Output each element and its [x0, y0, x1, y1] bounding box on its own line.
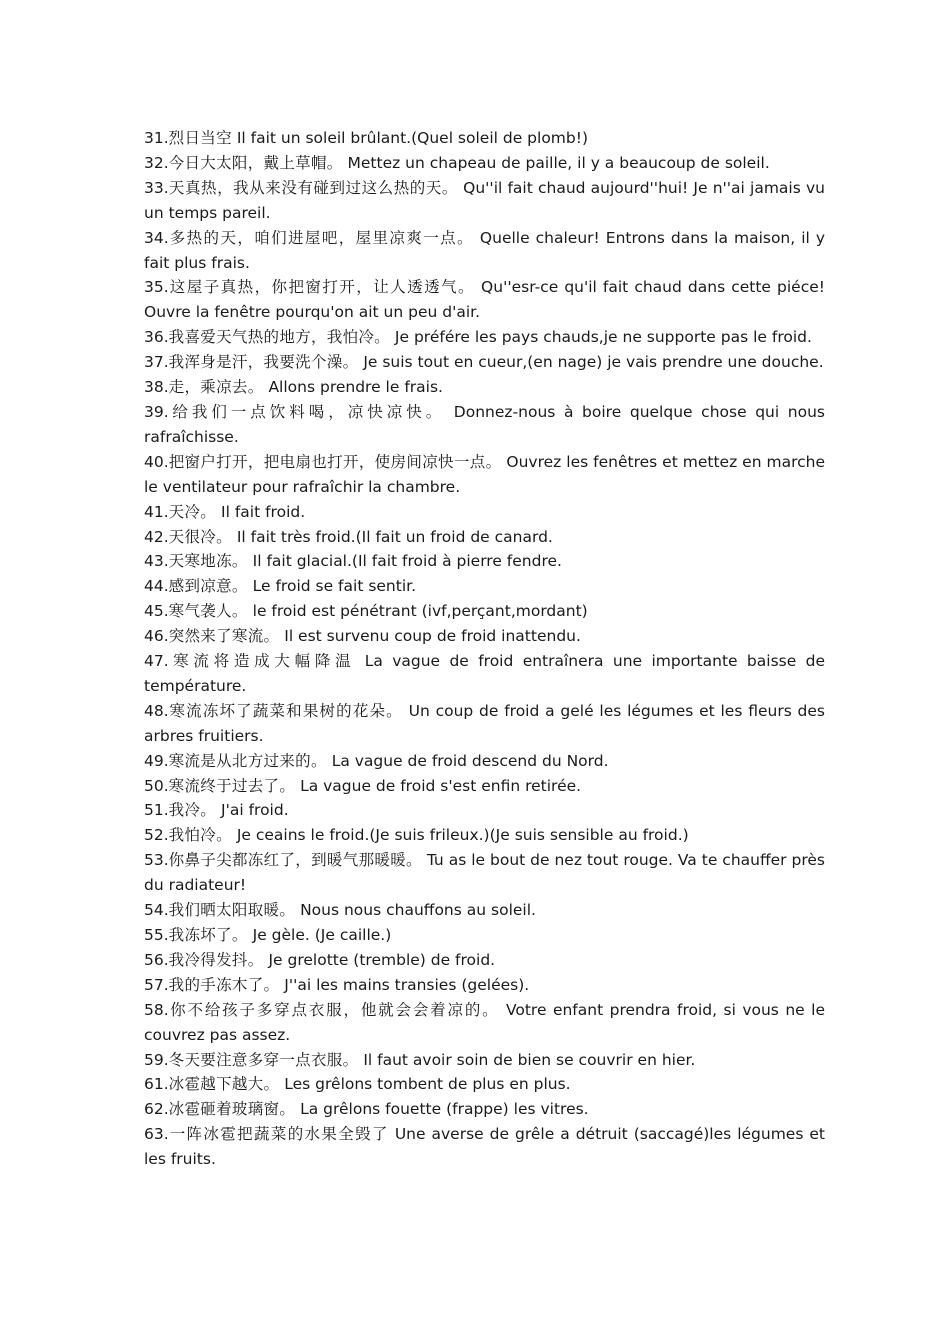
entry-chinese: 我浑身是汗，我要洗个澡。 [168, 353, 359, 372]
entry-french: Je gèle. (Je caille.) [247, 926, 392, 944]
entry-number: 51. [144, 801, 169, 820]
entry-63 [144, 1122, 825, 1172]
entry-43 [144, 549, 825, 574]
entry-number: 47. [144, 652, 169, 671]
entry-number: 37. [144, 353, 169, 372]
entry-chinese: 寒流将造成大幅降温 [168, 652, 356, 671]
entry-32 [144, 151, 825, 176]
entry-number: 54. [144, 901, 169, 920]
entry-french: Mettez un chapeau de paille, il y a beaucoup de soleil. [342, 153, 770, 172]
entry-35 [144, 275, 825, 325]
entry-french: La grêlons fouette (frappe) les vitres. [295, 1100, 589, 1119]
entry-chinese: 你鼻子尖都冻红了，到暖气那暖暖。 [168, 851, 422, 870]
entry-chinese: 给我们一点饮料喝，凉快凉快。 [168, 402, 446, 421]
entry-number: 50. [144, 776, 169, 795]
entry-36 [144, 325, 825, 350]
entry-chinese: 天真热，我从来没有碰到过这么热的天。 [168, 178, 458, 197]
entry-chinese: 今日大太阳，戴上草帽。 [168, 153, 343, 172]
entry-56 [144, 948, 825, 973]
entry-chinese: 我们晒太阳取暖。 [168, 901, 296, 920]
entry-33 [144, 176, 825, 226]
entry-chinese: 冬天要注意多穿一点衣服。 [168, 1050, 359, 1069]
entry-chinese: 把窗户打开，把电扇也打开，使房间凉快一点。 [168, 452, 502, 471]
entry-chinese: 天寒地冻。 [168, 552, 248, 571]
entry-french: La vague de froid s'est enfin retirée. [295, 776, 582, 795]
entry-chinese: 我冻坏了。 [168, 926, 248, 944]
entry-42 [144, 525, 825, 550]
entry-number: 36. [144, 328, 169, 347]
entry-55 [144, 923, 825, 948]
entry-number: 35. [144, 278, 169, 297]
entry-number: 49. [144, 751, 169, 770]
entry-chinese: 你不给孩子多穿点衣服，他就会会着凉的。 [168, 1000, 500, 1019]
entry-french: le froid est pénétrant (ivf,perçant,mordant) [247, 602, 588, 621]
entry-chinese: 我冷。 [168, 801, 217, 820]
entry-61 [144, 1072, 825, 1097]
entry-57 [144, 973, 825, 998]
entry-number: 43. [144, 552, 169, 571]
entry-french: Qu''il fait chaud aujourd''hui! Je n''ai jamais vu un temps pareil. [144, 178, 825, 222]
entry-chinese: 寒气袭人。 [168, 602, 248, 621]
entry-chinese: 我冷得发抖。 [168, 950, 264, 969]
entry-chinese: 这屋子真热，你把窗打开，让人透透气。 [168, 278, 475, 297]
entry-37 [144, 350, 825, 375]
entry-41 [144, 500, 825, 525]
entry-french: Nous nous chauffons au soleil. [295, 901, 536, 920]
entry-58 [144, 998, 825, 1048]
entry-chinese: 感到凉意。 [168, 577, 248, 596]
entry-chinese: 多热的天，咱们进屋吧，屋里凉爽一点。 [168, 228, 474, 247]
entry-chinese: 我喜爱天气热的地方，我怕冷。 [168, 328, 390, 347]
entry-51 [144, 798, 825, 823]
entry-47 [144, 649, 825, 699]
entry-40 [144, 450, 825, 500]
entry-chinese: 走，乘凉去。 [168, 378, 264, 397]
entry-chinese: 寒流冻坏了蔬菜和果树的花朵。 [168, 701, 403, 720]
entry-number: 31. [144, 129, 169, 147]
entry-34 [144, 226, 825, 276]
entry-44 [144, 574, 825, 599]
entry-46 [144, 624, 825, 649]
entry-number: 63. [144, 1125, 169, 1144]
entry-french: Allons prendre le frais. [263, 378, 443, 397]
entry-number: 38. [144, 378, 169, 397]
entry-number: 48. [144, 701, 169, 720]
entry-french: Le froid se fait sentir. [247, 577, 417, 596]
entry-59 [144, 1048, 825, 1073]
entry-french: Un coup de froid a gelé les légumes et les fleurs des arbres fruitiers. [144, 701, 825, 745]
entry-chinese: 我怕冷。 [168, 826, 232, 845]
entry-chinese: 冰雹越下越大。 [168, 1075, 280, 1094]
entry-number: 58. [144, 1000, 169, 1019]
entry-french: Les grêlons tombent de plus en plus. [279, 1075, 571, 1094]
entry-number: 33. [144, 178, 169, 197]
entry-chinese: 我的手冻木了。 [168, 975, 280, 994]
entry-french: Tu as le bout de nez tout rouge. Va te chauffer près du radiateur! [144, 851, 825, 895]
entry-french: Il fait très froid.(Il fait un froid de canard. [231, 527, 553, 546]
entry-54 [144, 898, 825, 923]
entry-number: 57. [144, 975, 169, 994]
entry-number: 61. [144, 1075, 169, 1094]
entry-number: 46. [144, 627, 169, 646]
entry-french: Une averse de grêle a détruit (saccagé)les légumes et les fruits. [144, 1125, 825, 1169]
entry-french: Je grelotte (tremble) de froid. [263, 950, 496, 969]
entry-number: 59. [144, 1050, 169, 1069]
entry-number: 40. [144, 452, 169, 471]
entry-french: La vague de froid descend du Nord. [326, 751, 609, 770]
entry-number: 39. [144, 402, 169, 421]
entry-french: Votre enfant prendra froid, si vous ne le couvrez pas assez. [144, 1000, 825, 1044]
entry-45 [144, 599, 825, 624]
entry-number: 52. [144, 826, 169, 845]
entry-french: Il fait un soleil brûlant.(Quel soleil de plomb!) [231, 129, 588, 147]
entry-number: 41. [144, 502, 169, 521]
entry-chinese: 突然来了寒流。 [168, 627, 280, 646]
entry-62 [144, 1097, 825, 1122]
entry-number: 62. [144, 1100, 169, 1119]
entry-52 [144, 823, 825, 848]
entry-number: 44. [144, 577, 169, 596]
entry-chinese: 寒流是从北方过来的。 [168, 751, 327, 770]
entry-number: 53. [144, 851, 169, 870]
entry-french: Il faut avoir soin de bien se couvrir en hier. [358, 1050, 696, 1069]
entry-50 [144, 774, 825, 799]
entry-number: 55. [144, 926, 169, 944]
entry-french: Il fait froid. [216, 502, 306, 521]
entry-french: Ouvrez les fenêtres et mettez en marche le ventilateur pour rafraîchir la chambre. [144, 452, 826, 496]
entry-chinese: 天冷。 [168, 502, 217, 521]
entry-french: Il est survenu coup de froid inattendu. [279, 627, 581, 646]
entry-french: Donnez-nous à boire quelque chose qui nous rafraîchisse. [144, 402, 826, 446]
document-page [144, 126, 825, 1172]
entry-53 [144, 848, 825, 898]
entry-chinese: 冰雹砸着玻璃窗。 [168, 1100, 296, 1119]
entry-31 [144, 126, 825, 151]
entry-39 [144, 400, 825, 450]
entry-french: Quelle chaleur! Entrons dans la maison, il y fait plus frais. [144, 228, 825, 272]
entry-number: 32. [144, 153, 169, 172]
entry-49 [144, 749, 825, 774]
entry-chinese: 烈日当空 [168, 129, 232, 147]
entry-chinese: 一阵冰雹把蔬菜的水果全毁了 [168, 1125, 389, 1144]
entry-number: 42. [144, 527, 169, 546]
entry-french: J''ai les mains transies (gelées). [279, 975, 530, 994]
entry-48 [144, 699, 825, 749]
entry-chinese: 寒流终于过去了。 [168, 776, 296, 795]
entry-french: J'ai froid. [216, 801, 289, 820]
entry-chinese: 天很冷。 [168, 527, 232, 546]
entry-french: Il fait glacial.(Il fait froid à pierre fendre. [247, 552, 562, 571]
entry-number: 56. [144, 950, 169, 969]
entry-french: La vague de froid entraînera une importante baisse de température. [144, 652, 826, 695]
entry-number: 34. [144, 228, 169, 247]
entry-french: Qu''esr-ce qu'il fait chaud dans cette piéce! Ouvre la fenêtre pourqu'on ait un peu d'air. [144, 278, 825, 322]
entry-french: Je ceains le froid.(Je suis frileux.)(Je suis sensible au froid.) [231, 826, 689, 845]
entry-number: 45. [144, 602, 169, 621]
entry-french: Je préfére les pays chauds,je ne supporte pas le froid. [390, 328, 812, 347]
entry-french: Je suis tout en cueur,(en nage) je vais prendre une douche. [358, 353, 824, 372]
entry-38 [144, 375, 825, 400]
